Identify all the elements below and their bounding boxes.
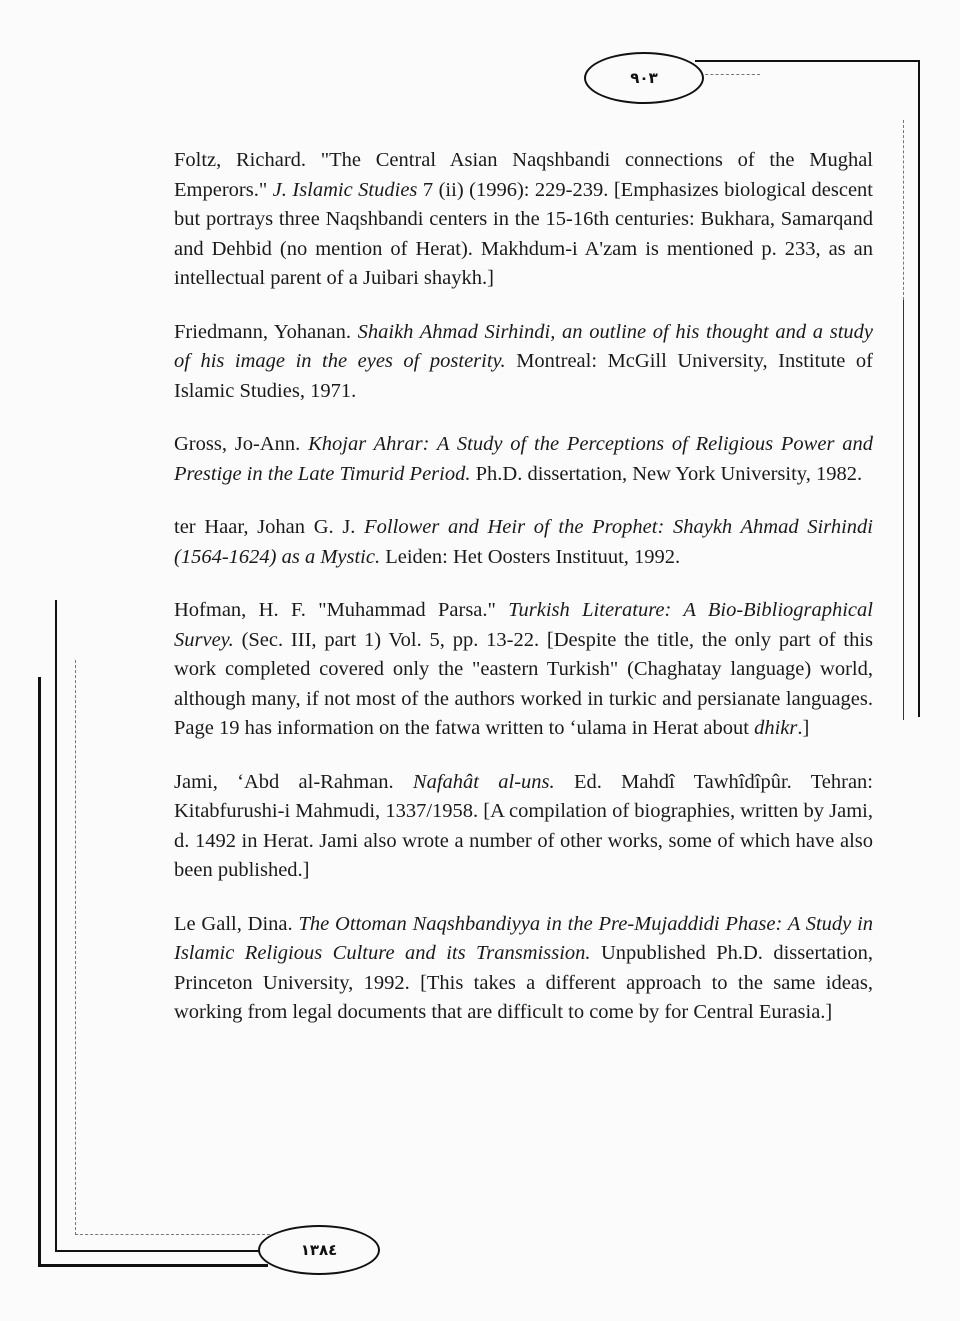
top-page-number: ٩٠٣ [630, 69, 658, 87]
entry-author: Jami, ‘Abd al-Rahman. [174, 770, 394, 793]
entry-author: Foltz, Richard. [174, 149, 307, 171]
entry-details: 7 (ii) (1996): 229-239. [Emphasizes biological descent but portrays three Naqshbandi centers in the 15-16th centuries: Bukhara, Samarqand and Dehbid (no mention of Herat). Makhdum-i A'zam is mentioned p. 233, as an intellectual parent of a Juibari shaykh.] [174, 178, 873, 289]
bib-entry-friedmann [174, 318, 873, 407]
frame-top-rule [695, 60, 920, 62]
bib-entry-ter-haar [174, 513, 873, 572]
bib-entry-foltz [174, 146, 873, 294]
entry-article-title: "Muhammad Parsa." [305, 599, 509, 621]
entry-journal: J. Islamic Studies [272, 178, 418, 201]
entry-author: Gross, Jo-Ann. [174, 433, 301, 455]
bib-entry-hofman [174, 596, 873, 744]
frame-inner-right-rule [903, 300, 904, 720]
entry-title: Shaikh Ahmad Sirhindi, an outline of his thought and a study of his image in the eyes of posterity. [174, 320, 874, 372]
entry-title: Nafahât al-uns. [412, 770, 555, 793]
entry-title: The Ottoman Naqshbandiyya in the Pre-Mujaddidi Phase: A Study in Islamic Religious Culture and its Transmission. [174, 912, 874, 964]
bottom-page-number-oval [258, 1225, 380, 1275]
top-page-number-oval [584, 52, 704, 104]
entry-spacer [351, 321, 358, 343]
frame-bottom-outer-rule [38, 1264, 268, 1267]
entry-title: Turkish Literature: A Bio-Bibliographical Survey. [174, 599, 873, 651]
entry-details: Montreal: McGill University, Institute of Islamic Studies, 1971. [174, 350, 873, 402]
frame-top-dotted [700, 74, 760, 75]
entry-author: ter Haar, Johan G. J. [174, 516, 356, 538]
frame-bottom-inner-rule [55, 1250, 265, 1252]
frame-left-dotted [75, 660, 76, 1235]
entry-spacer [355, 516, 364, 538]
bib-entry-le-gall [174, 910, 873, 1028]
bib-entry-gross [174, 430, 873, 489]
entry-details: Leiden: Het Oosters Instituut, 1992. [380, 545, 681, 568]
frame-left-inner-rule [55, 600, 57, 1252]
bib-entry-jami [174, 768, 873, 886]
entry-title: "The Central Asian Naqshbandi connections of the Mughal Emperors." [174, 149, 873, 201]
entry-spacer [394, 771, 413, 793]
entry-spacer [300, 433, 308, 455]
entry-author: Le Gall, Dina. [174, 912, 293, 935]
bottom-page-number: ١٣٨٤ [300, 1241, 338, 1259]
entry-details: Ed. Mahdî Tawhîdîpûr. Tehran: Kitabfurushi-i Mahmudi, 1337/1958. [A compilation of biographies, written by Jami, d. 1492 in Herat. Jami also wrote a number of other works, some of which have also been published.] [174, 770, 873, 881]
entry-author: Hofman, H. F. [174, 599, 306, 621]
entry-term: dhikr [754, 717, 798, 739]
entry-title: Follower and Heir of the Prophet: Shaykh Ahmad Sirhindi (1564-1624) as a Mystic. [174, 516, 873, 568]
entry-title: Khojar Ahrar: A Study of the Perceptions of Religious Power and Prestige in the Late Timurid Period. [174, 433, 874, 485]
frame-left-outer-rule [38, 677, 41, 1267]
frame-right-dotted [903, 120, 904, 300]
frame-bottom-dotted [75, 1234, 270, 1235]
entry-details-end: .] [797, 717, 810, 739]
entry-details: (Sec. III, part 1) Vol. 5, pp. 13-22. [Despite the title, the only part of this work completed covered only the "eastern Turkish" (Chaghatay language) world, although many, if not most of the authors worked in turkic and persianate languages. Page 19 has information on the fatwa written to ‘ulama in Herat about [174, 628, 873, 739]
entry-details: Ph.D. dissertation, New York University, 1982. [470, 462, 863, 485]
bibliography-list [174, 146, 873, 1052]
frame-right-rule [918, 60, 920, 717]
entry-author: Friedmann, Yohanan. [174, 320, 351, 343]
entry-details: Unpublished Ph.D. dissertation, Princeton University, 1992. [This takes a different approach to the same ideas, working from legal documents that are difficult to come by for Central Eurasia.] [174, 942, 873, 1023]
